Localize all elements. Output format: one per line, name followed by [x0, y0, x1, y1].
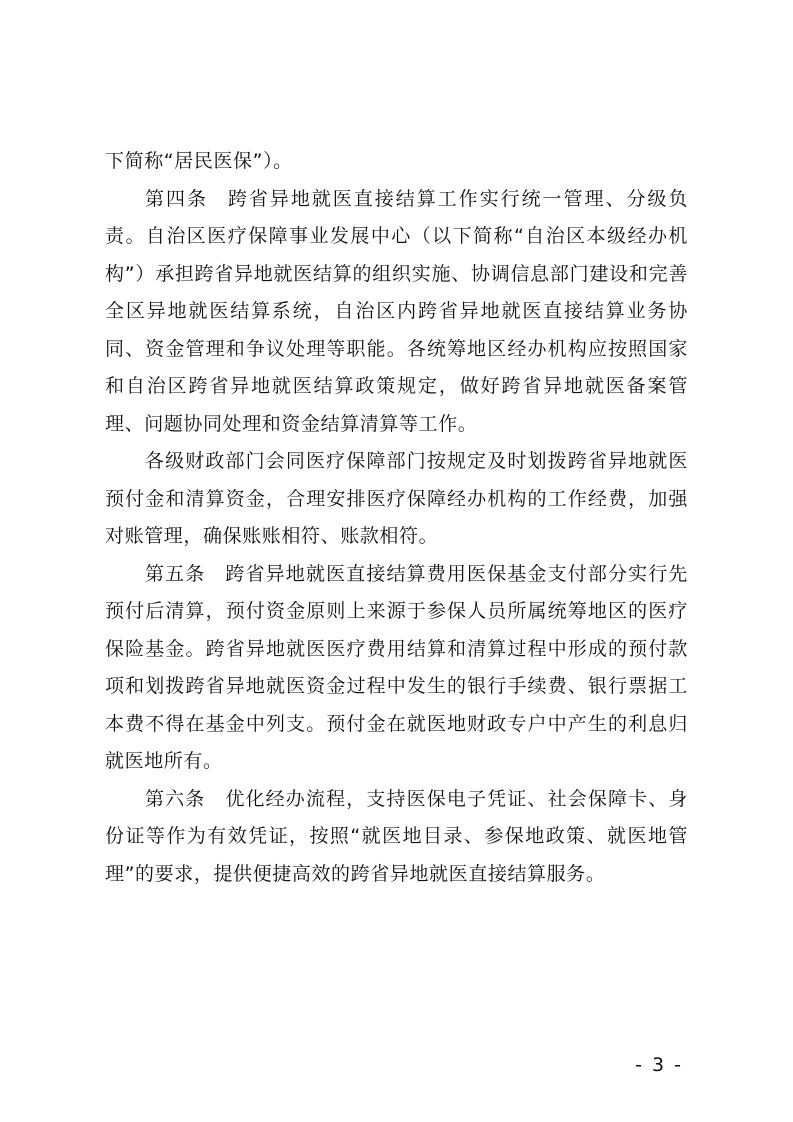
article-number: 第六条 [145, 787, 206, 810]
paragraph-article-4 [105, 181, 688, 444]
paragraph-article-5 [105, 556, 688, 781]
paragraph-text: 跨省异地就医直接结算工作实行统一管理、分级负责。自治区医疗保障事业发展中心（以下简称“自治区本级经办机构”）承担跨省异地就医结算的组织实施、协调信息部门建设和完善全区异地就医结算系统，自治区内跨省异地就医直接结算业务协同、资金管理和争议处理等职能。各统筹地区经办机构应按照国家和自治区跨省异地就医结算政策规定，做好跨省异地就医备案管理、问题协同处理和资金结算清算等工作。 [105, 187, 688, 435]
paragraph-text: 下简称“居民医保”）。 [105, 150, 293, 172]
paragraph-text: 各级财政部门会同医疗保障部门按规定及时划拨跨省异地就医预付金和清算资金，合理安排医疗保障经办机构的工作经费，加强对账管理，确保账账相符、账款相符。 [105, 450, 688, 547]
paragraph-article-6 [105, 781, 688, 894]
page-number: - 3 - [635, 1054, 683, 1076]
paragraph-text: 优化经办流程，支持医保电子凭证、社会保障卡、身份证等作为有效凭证，按照“就医地目录、参保地政策、就医地管理”的要求，提供便捷高效的跨省异地就医直接结算服务。 [105, 787, 688, 885]
paragraph-continuation [105, 143, 688, 181]
article-number: 第五条 [145, 562, 206, 585]
article-number: 第四条 [145, 187, 208, 210]
document-body [105, 143, 688, 893]
paragraph-text: 跨省异地就医直接结算费用医保基金支付部分实行先预付后清算，预付资金原则上来源于参保人员所属统筹地区的医疗保险基金。跨省异地就医医疗费用结算和清算过程中形成的预付款项和划拨跨省异地就医资金过程中发生的银行手续费、银行票据工本费不得在基金中列支。预付金在就医地财政专户中产生的利息归就医地所有。 [105, 562, 688, 772]
paragraph-finance [105, 443, 688, 556]
